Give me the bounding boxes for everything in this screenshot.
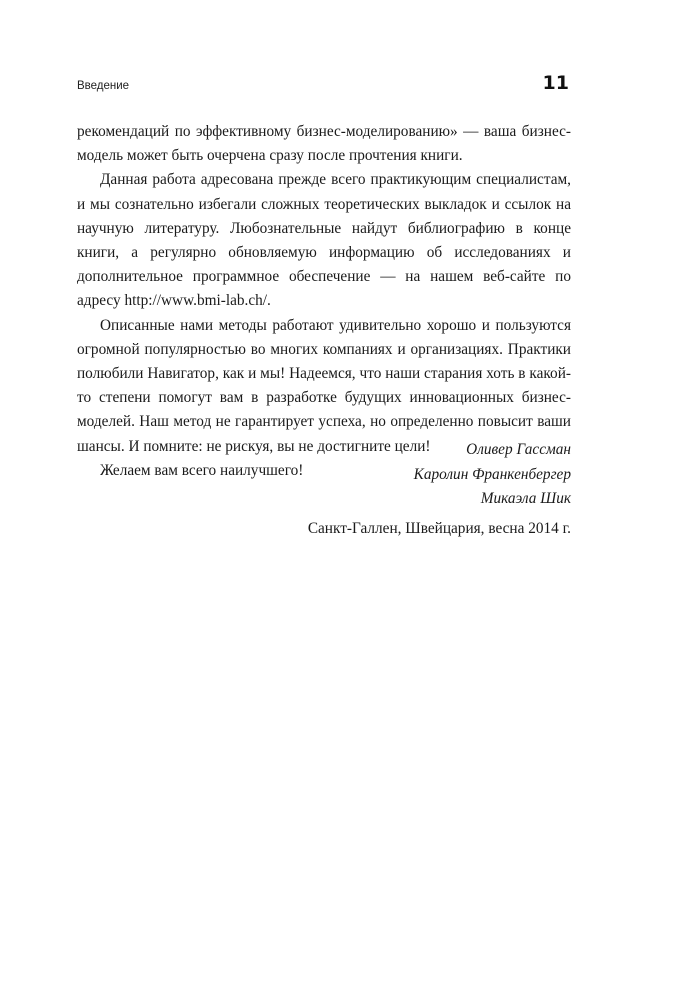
author-name: Микаэла Шик xyxy=(480,490,571,507)
paragraph-wishes: Желаем вам всего наилучшего! xyxy=(100,461,304,479)
paragraph-continuation: рекомендаций по эффективному бизнес-моделированию» — ваша бизнес-модель может быть очерчена сразу после прочтения книги. xyxy=(77,123,571,165)
paragraph-methods: Описанные нами методы работают удивительно хорошо и пользуются огромной популярностью во многих компаниях и организациях. Практики полюбили Навигатор, как и мы! Надеемся, что наши старания хоть в какой-то степени помогут вам в разработке будущих инновационных бизнес-моделей. Наш метод не гарантирует успеха, но определенно повысит ваши шансы. И помните: не рискуя, вы не достигните цели! xyxy=(77,316,571,455)
place-and-date: Санкт-Галлен, Швейцария, весна 2014 г. xyxy=(307,519,571,537)
body-text xyxy=(77,120,571,483)
author-name: Оливер Гассман xyxy=(466,441,571,458)
running-header-section-title: Введение xyxy=(77,80,130,92)
paragraph-audience: Данная работа адресована прежде всего практикующим специалистам, и мы сознательно избегали сложных теоретических выкладок и ссылок на научную литературу. Любознательные найдут библиографию в конце книги, а регулярно обновляемую информацию об исследованиях и дополнительное программное обеспечение — на нашем веб-сайте по адресу http://www.bmi-lab.ch/. xyxy=(77,171,571,310)
signature-block xyxy=(308,438,571,541)
page-number: 11 xyxy=(542,72,569,94)
author-name: Каролин Франкенбергер xyxy=(413,465,571,483)
